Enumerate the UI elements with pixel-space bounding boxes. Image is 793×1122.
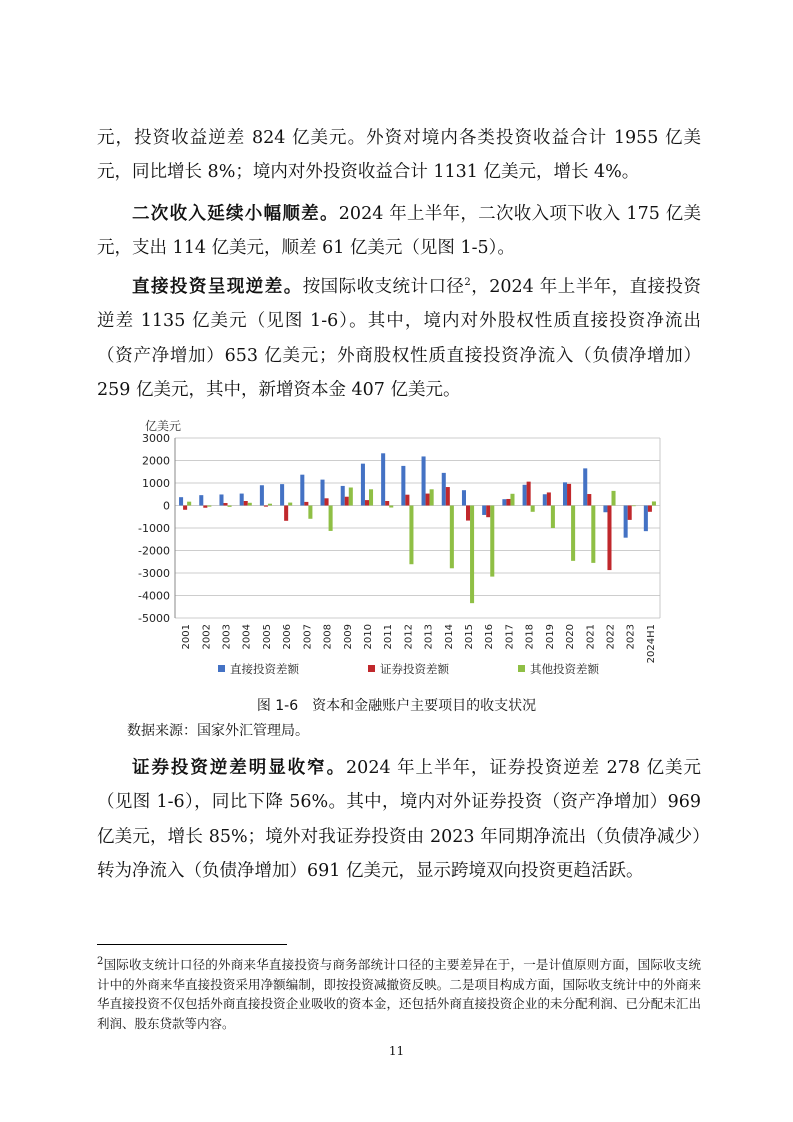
x-tick-label: 2001 (181, 624, 193, 650)
bar-0-22 (624, 506, 628, 538)
bar-1-19 (567, 484, 571, 506)
x-tick-label: 2013 (423, 624, 435, 650)
bar-0-7 (321, 480, 325, 506)
x-tick-label: 2016 (484, 624, 496, 650)
y-tick-label: -1000 (138, 522, 170, 535)
x-tick-label: 2014 (443, 624, 455, 650)
footnote (97, 955, 701, 1033)
bar-1-12 (426, 494, 430, 506)
bar-2-5 (288, 503, 292, 506)
bar-0-11 (401, 466, 405, 506)
bar-0-18 (543, 494, 547, 505)
legend-swatch-1 (368, 665, 375, 672)
bar-0-2 (219, 494, 223, 505)
bar-1-18 (547, 492, 551, 505)
bar-0-14 (462, 490, 466, 505)
paragraph-text: 2024 年上半年，二次收入项下收入 175 亿美元，支出 114 亿美元，顺差 61 亿美元（见图 1-5）。 (97, 204, 701, 259)
legend-label-2: 其他投资差额 (530, 662, 599, 676)
bar-1-14 (466, 506, 470, 521)
bar-0-10 (381, 453, 385, 505)
y-tick-label: 1000 (142, 477, 170, 490)
bar-2-23 (652, 501, 656, 505)
capital-account-chart (115, 418, 675, 688)
x-tick-label: 2003 (221, 624, 233, 650)
y-tick-label: 3000 (142, 432, 170, 445)
page-number: 11 (388, 1044, 405, 1058)
y-tick-label: 2000 (142, 454, 170, 468)
paragraph-lead: 直接投资呈现逆差。 (132, 277, 303, 297)
x-tick-label: 2023 (625, 624, 637, 650)
legend-swatch-0 (218, 665, 225, 672)
bar-2-2 (228, 506, 232, 507)
bar-1-23 (648, 506, 652, 512)
paragraph-text: 2024 年上半年，证券投资逆差 278 亿美元（见图 1-6），同比下降 56%。其中，境内对外证券投资（资产净增加）969 亿美元，增长 85%；境外对我证券投资由 2023 年同期净流出（负债净减少）转为净流入（负债净增加）691 亿美元，显示跨境双向投资更趋活跃。 (97, 758, 701, 881)
x-tick-label: 2017 (504, 624, 516, 650)
bar-0-19 (563, 482, 567, 505)
bar-0-16 (502, 499, 506, 505)
x-tick-label: 2006 (282, 624, 294, 650)
bar-2-17 (531, 506, 535, 512)
bar-0-17 (523, 485, 527, 506)
bar-1-11 (405, 495, 409, 506)
bar-1-0 (183, 506, 187, 510)
paragraph-portfolio-investment (97, 751, 701, 888)
footnote-text: 国际收支统计口径的外商来华直接投资与商务部统计口径的主要差异在于，一是计值原则方面，国际收支统计中的外商来华直接投资采用净额编制，即按投资减撤资反映。二是项目构成方面，国际收支统计中的外商来华直接投资不仅包括外商直接投资企业吸收的资本金，还包括外商直接投资企业的未分配利润、已分配未汇出利润、股东贷款等内容。 (97, 957, 701, 1031)
bar-2-9 (369, 489, 373, 505)
bar-2-8 (349, 488, 353, 506)
x-tick-label: 2004 (241, 624, 253, 650)
bar-1-5 (284, 506, 288, 521)
bar-1-15 (486, 506, 490, 518)
x-tick-label: 2009 (342, 624, 354, 650)
legend-label-1: 证券投资差额 (380, 662, 449, 676)
paragraph-text: ，2024 年上半年，直接投资逆差 1135 亿美元（见图 1-6）。其中，境内对外股权性质直接投资净流出（资产净增加）653 亿美元；外商股权性质直接投资净流入（负债净增加）259 亿美元，其中，新增资本金 407 亿美元。 (97, 277, 702, 400)
bar-2-16 (510, 494, 514, 506)
x-tick-label: 2011 (383, 624, 395, 650)
bar-0-4 (260, 485, 264, 505)
bar-0-13 (442, 473, 446, 506)
bar-1-1 (203, 506, 207, 508)
bar-1-2 (224, 503, 228, 505)
bar-0-9 (361, 464, 365, 506)
y-tick-label: 0 (163, 499, 170, 513)
bar-2-20 (591, 506, 595, 563)
bar-1-22 (628, 506, 632, 520)
x-tick-label: 2022 (605, 624, 617, 650)
x-tick-label: 2015 (464, 624, 476, 650)
bar-0-23 (644, 506, 648, 532)
y-tick-label: -3000 (138, 567, 170, 580)
x-tick-label: 2012 (403, 624, 415, 650)
bar-2-13 (450, 506, 454, 569)
bar-1-9 (365, 500, 369, 505)
footnote-marker: 2 (97, 955, 104, 967)
bar-2-19 (571, 506, 575, 561)
x-tick-label: 2002 (201, 624, 213, 650)
paragraph-lead: 证券投资逆差明显收窄。 (132, 758, 347, 778)
bar-2-22 (632, 506, 636, 507)
bar-0-20 (583, 468, 587, 505)
bar-1-7 (325, 498, 329, 505)
x-tick-label: 2019 (544, 624, 556, 650)
x-tick-label: 2018 (524, 624, 536, 650)
footnote-divider (97, 944, 287, 945)
x-tick-label: 2010 (362, 624, 374, 650)
paragraph-income-balance (97, 121, 701, 190)
bar-2-1 (207, 506, 211, 507)
x-tick-label: 2008 (322, 624, 334, 650)
legend-swatch-2 (518, 665, 525, 672)
figure-source: 数据来源：国家外汇管理局。 (127, 723, 309, 739)
paragraph-direct-investment (97, 270, 701, 407)
bar-2-0 (187, 502, 191, 506)
paragraph-text: 按国际收支统计口径 (302, 277, 465, 297)
bar-1-3 (244, 501, 248, 506)
bar-2-11 (409, 506, 413, 565)
bar-1-13 (446, 487, 450, 505)
bar-1-21 (607, 506, 611, 571)
bar-0-6 (300, 475, 304, 506)
paragraph-lead: 二次收入延续小幅顺差。 (132, 204, 339, 224)
bar-0-15 (482, 506, 486, 515)
bar-0-8 (341, 486, 345, 506)
x-tick-label: 2024H1 (645, 624, 657, 664)
y-tick-label: -5000 (138, 612, 170, 625)
bar-1-16 (506, 499, 510, 506)
legend-label-0: 直接投资差额 (230, 662, 299, 676)
bar-2-15 (490, 506, 494, 577)
y-axis-label: 亿美元 (145, 419, 182, 433)
bar-2-18 (551, 506, 555, 529)
bar-0-1 (199, 495, 203, 505)
figure-caption: 图 1-6 资本和金融账户主要项目的收支状况 (256, 698, 537, 714)
bar-2-6 (308, 506, 312, 519)
bar-2-3 (248, 503, 252, 506)
bar-1-20 (587, 494, 591, 505)
bar-1-4 (264, 506, 268, 507)
footnote-ref[interactable]: 2 (464, 277, 471, 289)
x-tick-label: 2020 (565, 624, 577, 650)
bar-0-12 (422, 456, 426, 505)
bar-2-7 (329, 506, 333, 531)
x-tick-label: 2021 (585, 624, 597, 650)
y-tick-label: -4000 (138, 589, 170, 603)
paragraph-text: 元，投资收益逆差 824 亿美元。外资对境内各类投资收益合计 1955 亿美元，同比增长 8%；境内对外投资收益合计 1131 亿美元，增长 4%。 (97, 128, 701, 183)
bar-2-12 (430, 489, 434, 505)
bar-0-3 (240, 494, 244, 506)
bar-1-6 (304, 502, 308, 506)
x-tick-label: 2007 (302, 624, 314, 650)
bar-2-21 (612, 491, 616, 506)
bar-0-5 (280, 484, 284, 505)
y-tick-label: -2000 (138, 544, 170, 558)
bar-0-0 (179, 497, 183, 505)
x-tick-label: 2005 (261, 624, 273, 650)
bar-1-10 (385, 501, 389, 506)
bar-2-10 (389, 506, 393, 508)
bar-1-17 (527, 482, 531, 506)
bar-1-8 (345, 497, 349, 506)
bar-2-14 (470, 506, 474, 604)
bar-0-21 (603, 506, 607, 513)
paragraph-secondary-income (97, 197, 701, 266)
bar-2-4 (268, 504, 272, 506)
